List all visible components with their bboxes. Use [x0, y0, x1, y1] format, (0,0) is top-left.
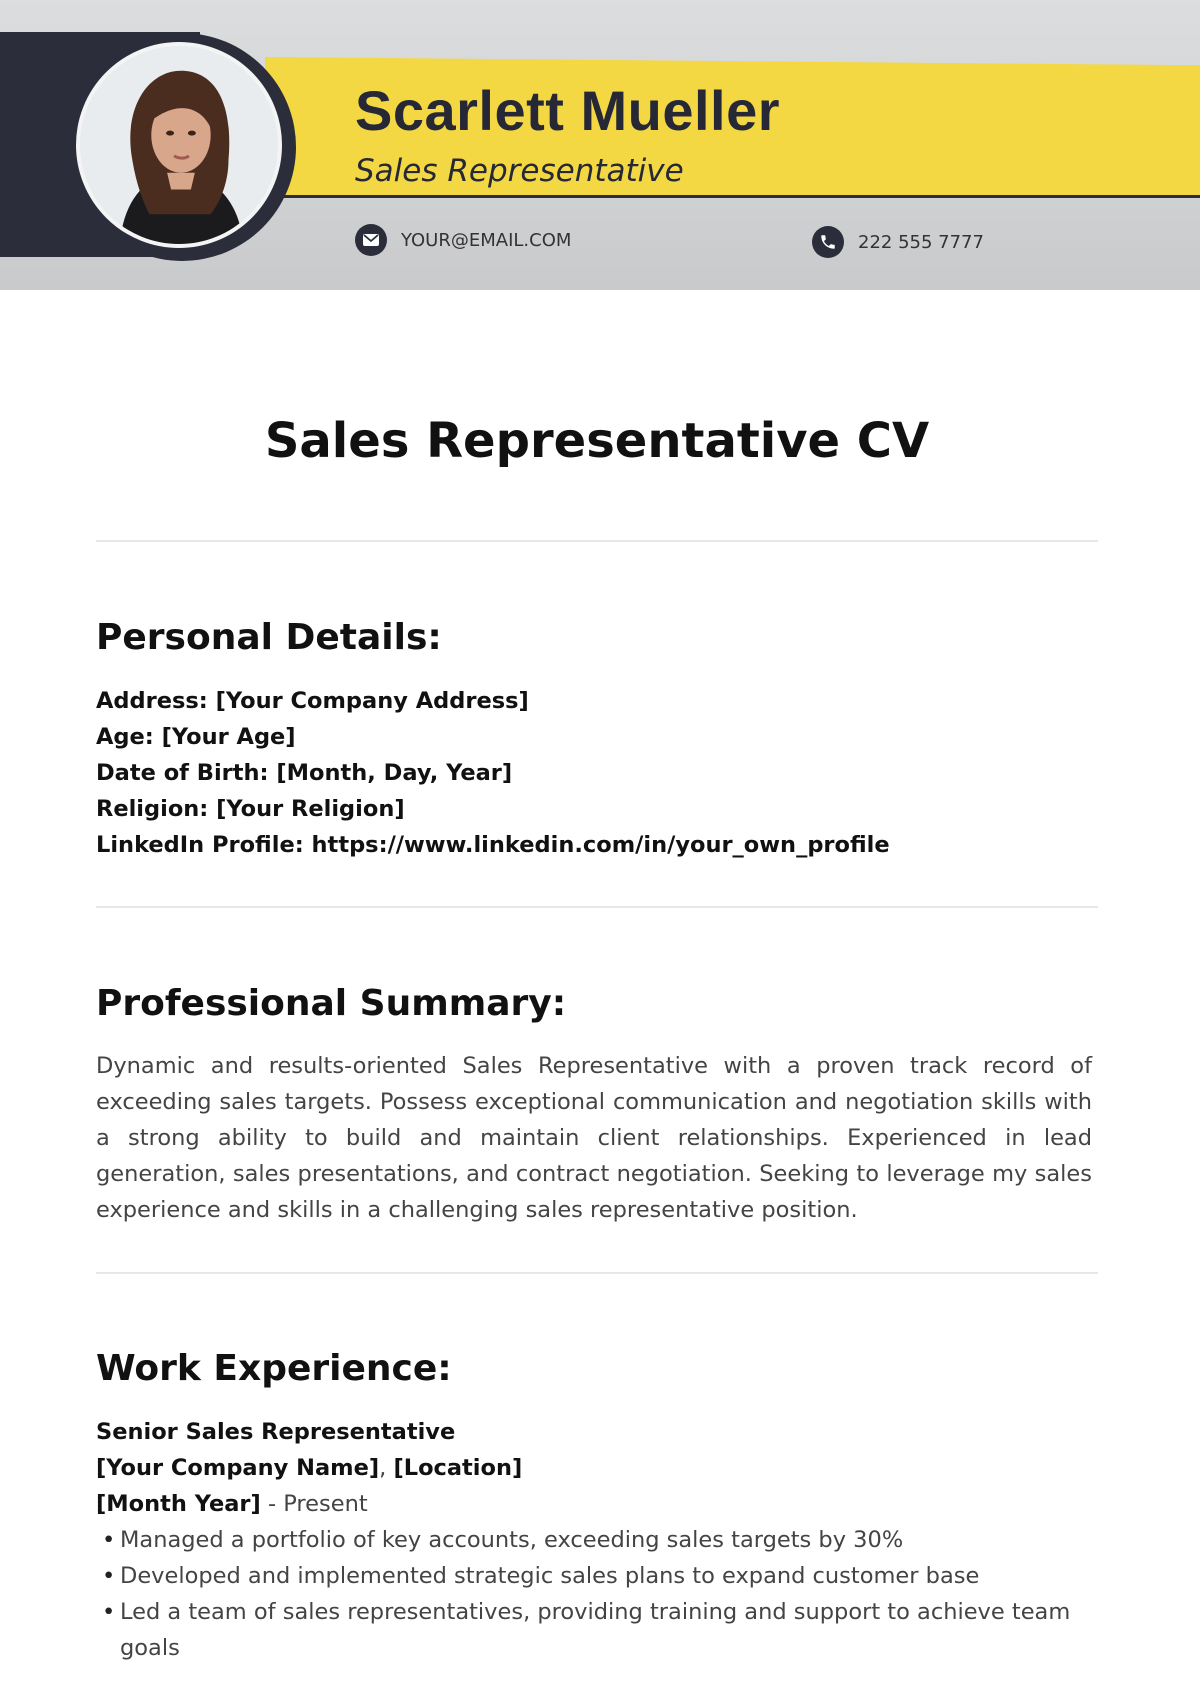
job-end: - Present: [260, 1491, 368, 1517]
section-divider: [96, 1272, 1098, 1274]
linkedin-line: LinkedIn Profile: https://www.linkedin.com/in/your_own_profile: [96, 832, 890, 858]
job-company-location: [96, 1450, 522, 1486]
phone-contact: [812, 226, 984, 258]
job-separator: ,: [379, 1455, 394, 1481]
person-portrait-icon: [80, 46, 278, 244]
document-title: Sales Representative CV: [264, 413, 930, 469]
list-item: • Led a team of sales representatives, providing training and support to achieve team goals: [102, 1594, 1102, 1666]
job-company: [Your Company Name]: [96, 1455, 380, 1481]
job-entry: [96, 1414, 522, 1522]
cv-header: [0, 0, 1200, 290]
professional-summary-text: Dynamic and results-oriented Sales Representative with a proven track record of exceeding sales targets. Possess exceptional communication and negotiation skills with a strong ability to build and maintain client relationships. Experienced in lead generation, sales presentations, and contract negotiation. Seeking to leverage my sales experience and skills in a challenging sales representative position.: [96, 1053, 1092, 1223]
job-title: Senior Sales Representative: [96, 1419, 456, 1445]
email-text: YOUR@EMAIL.COM: [401, 229, 572, 251]
list-item: • Managed a portfolio of key accounts, exceeding sales targets by 30%: [102, 1522, 1102, 1558]
phone-text: 222 555 7777: [858, 231, 984, 253]
email-contact: [355, 224, 571, 256]
profile-photo: [76, 42, 282, 248]
list-item: • Developed and implemented strategic sales plans to expand customer base: [102, 1558, 1102, 1594]
job-dates: [96, 1486, 522, 1522]
work-experience-heading: Work Experience:: [96, 1348, 452, 1389]
candidate-name: Scarlett Mueller: [355, 79, 781, 142]
personal-details-list: [96, 683, 890, 863]
professional-summary-heading: Professional Summary:: [96, 983, 567, 1024]
job-bullets: [102, 1522, 1102, 1666]
personal-details-heading: Personal Details:: [96, 617, 442, 658]
job-location: [Location]: [393, 1455, 523, 1481]
age-line: Age: [Your Age]: [96, 724, 296, 750]
job-start: [Month Year]: [96, 1491, 261, 1517]
candidate-role: Sales Representative: [355, 153, 684, 189]
phone-icon: [812, 226, 844, 258]
religion-line: Religion: [Your Religion]: [96, 796, 405, 822]
section-divider: [96, 906, 1098, 908]
section-divider: [96, 540, 1098, 542]
address-line: Address: [Your Company Address]: [96, 688, 529, 714]
dob-line: Date of Birth: [Month, Day, Year]: [96, 760, 513, 786]
envelope-icon: [355, 224, 387, 256]
banner-underline: [275, 195, 1200, 198]
